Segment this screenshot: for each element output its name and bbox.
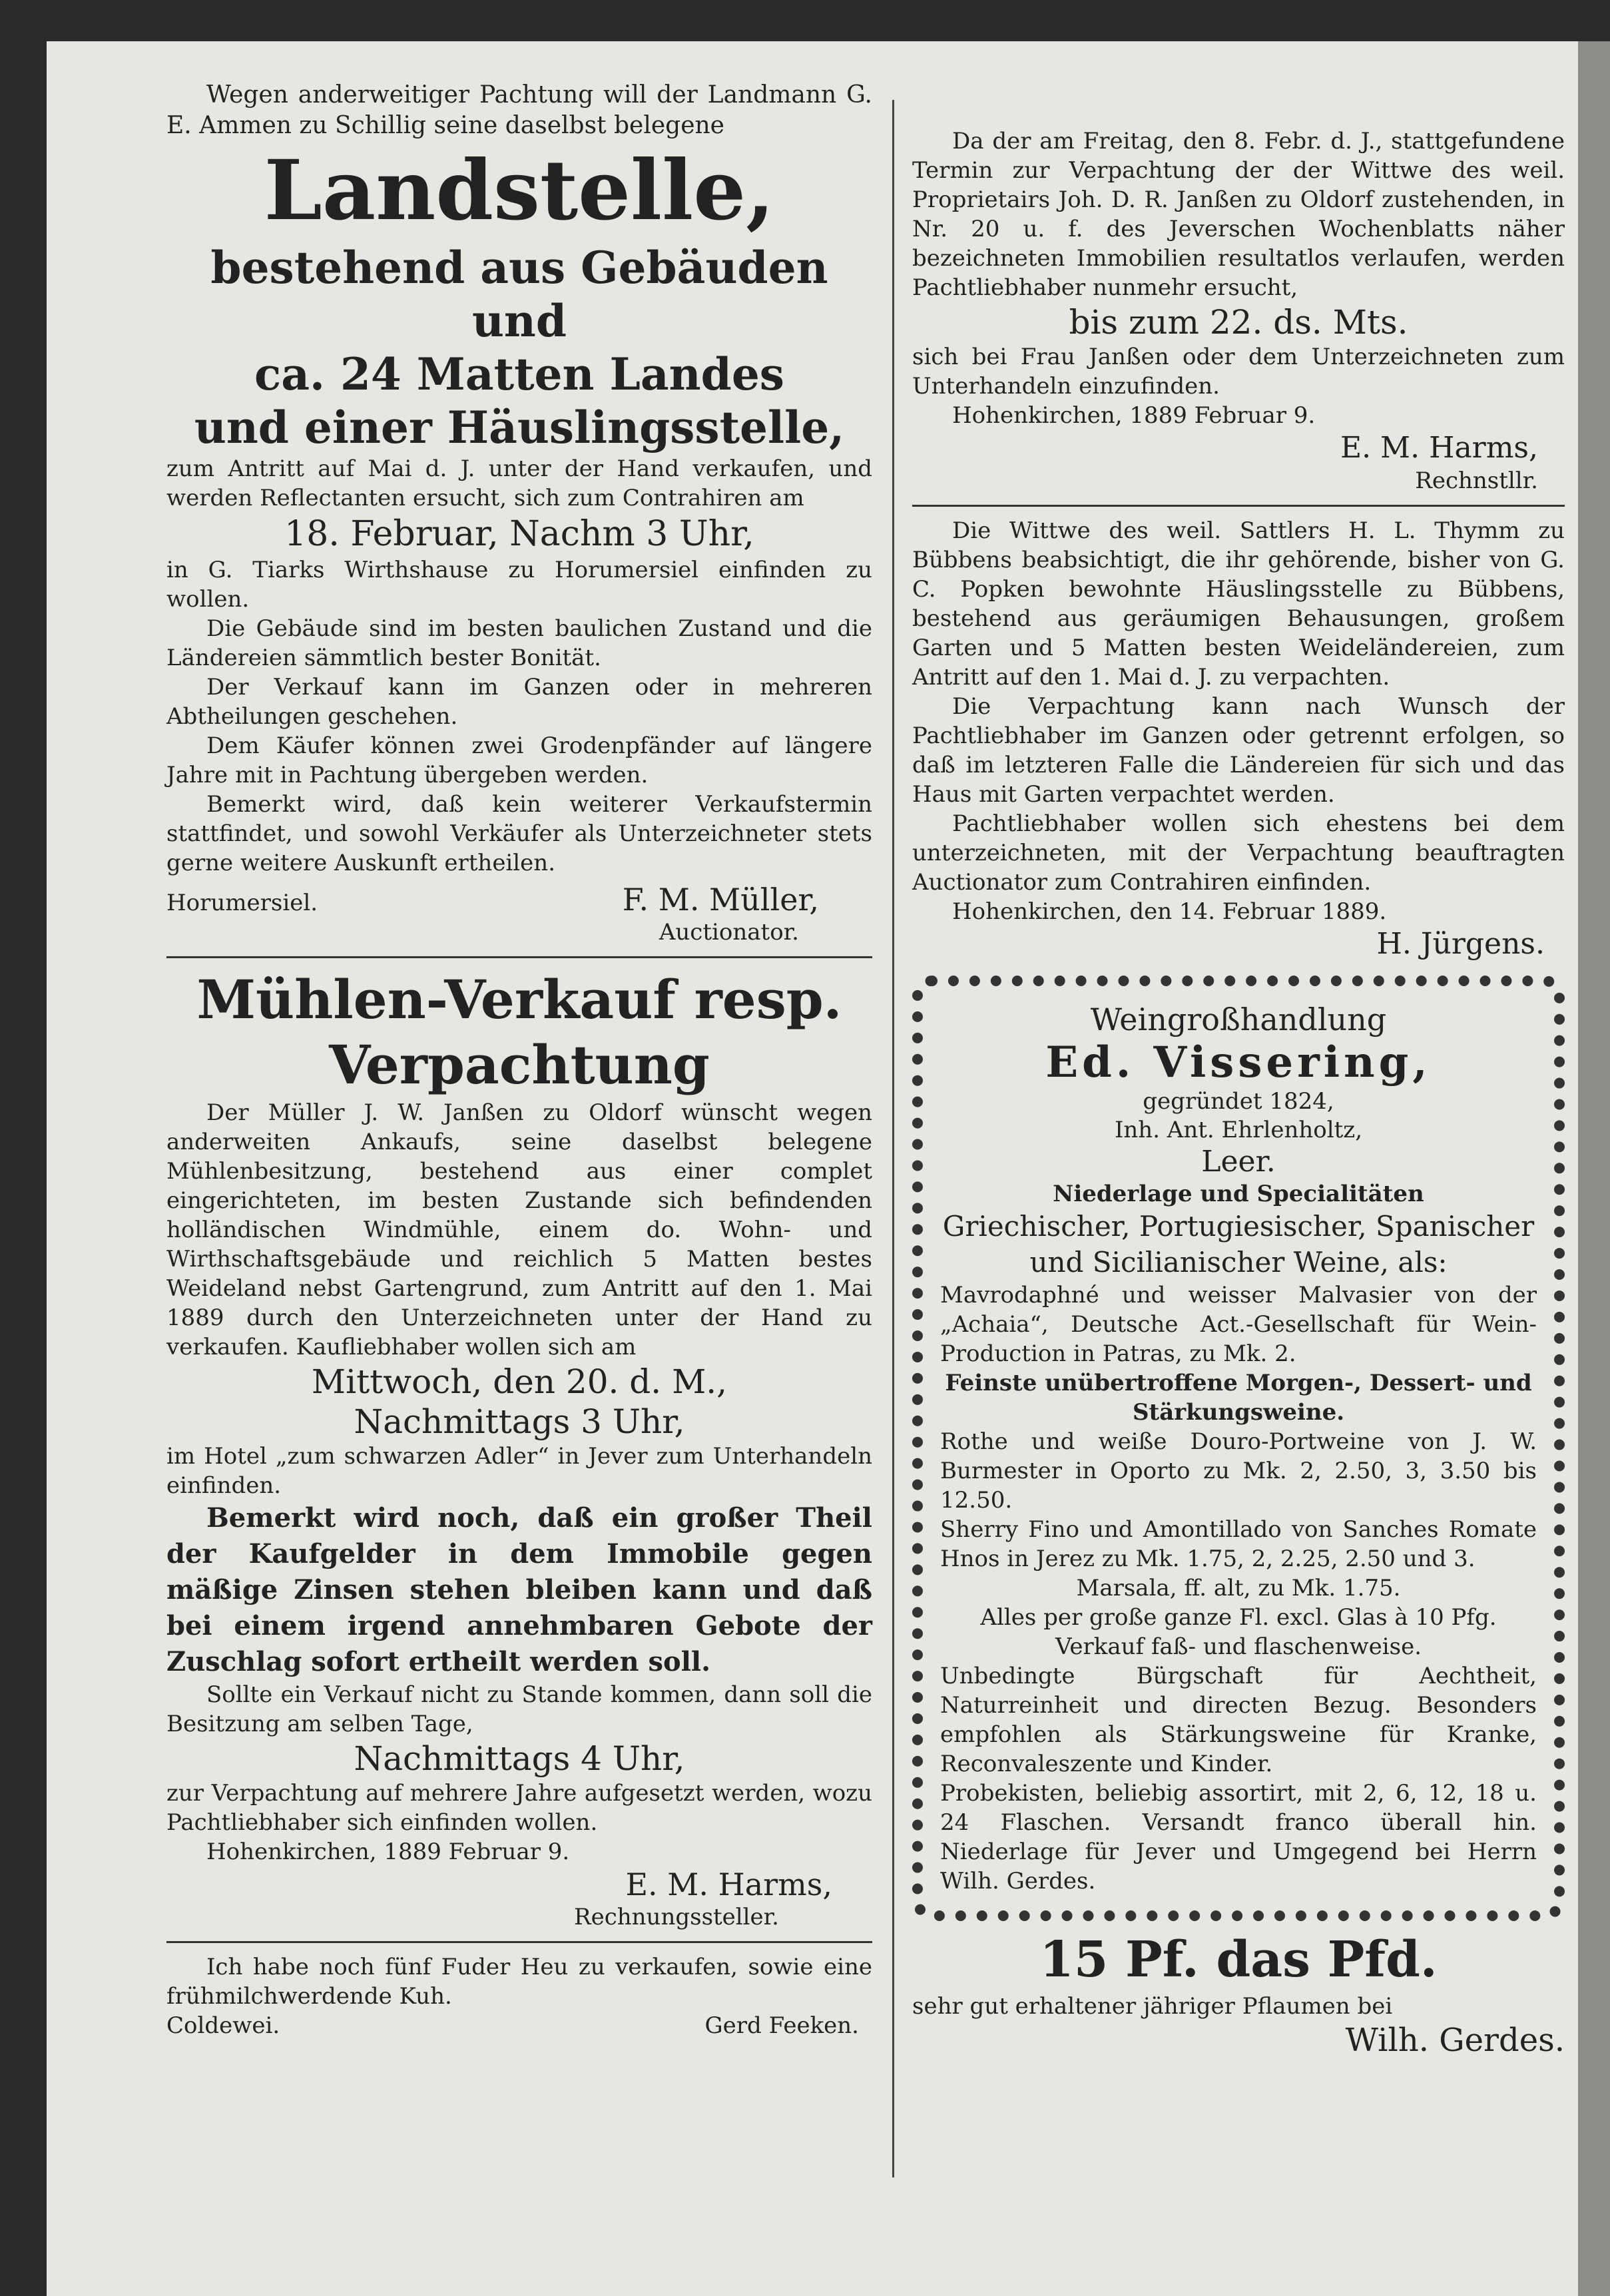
signer-role: Rechnstllr. — [1415, 467, 1538, 494]
ad-paragraph: im Hotel „zum schwarzen Adler“ in Jever zum Unterhandeln einfinden. — [166, 1443, 872, 1499]
wine-item: Alles per große ganze Fl. excl. Glas à 10 Pfg. Verkauf faß- und flaschenweise. — [980, 1604, 1497, 1660]
ad-muehlen-verkauf — [166, 968, 872, 1932]
ad-paragraph: Der Verkauf kann im Ganzen oder in mehreren Abtheilungen geschehen. — [166, 674, 872, 730]
ad-paragraph: Der Müller J. W. Janßen zu Oldorf wünscht wegen anderweiten Ankaufs, seine daselbst belegene Mühlenbesitzung, bestehend aus einer complet eingerichteten, im besten Zustande sich befindenden holländischen Windmühle, einem do. Wohn- und Wirthschaftsgebäude und reichlich 5 Matten bestes Weideland nebst Gartengrund, zum Antritt auf den 1. Mai 1889 durch den Unterzeichneten unter der Hand zu verkaufen. Kaufliebhaber wollen sich am — [166, 1099, 872, 1360]
city: Leer. — [1201, 1145, 1276, 1179]
ad-title: Verpachtung — [329, 1033, 710, 1096]
ad-paragraph: in G. Tiarks Wirthshause zu Horumersiel einfinden zu wollen. — [166, 557, 872, 613]
place: Horumersiel. — [166, 890, 318, 916]
ad-title: Landstelle, — [264, 143, 775, 239]
signer: F. M. Müller, — [622, 882, 819, 918]
ad-subtitle: bestehend aus Gebäuden und — [210, 242, 828, 347]
signature-row — [166, 2011, 872, 2040]
ad-time: Nachmittags 3 Uhr, — [354, 1402, 685, 1441]
left-column — [166, 80, 872, 2040]
dateline: Hohenkirchen, den 14. Februar 1889. — [952, 898, 1387, 925]
wine-item: Unbedingte Bürgschaft für Aechtheit, Naturreinheit und directen Bezug. Besonders empfohlen als Stärkungsweine für Kranke, Reconvaleszente und Kinder. — [940, 1663, 1537, 1777]
ad-title: Mühlen-Verkauf resp. — [196, 968, 842, 1031]
owner: Inh. Ant. Ehrlenholtz, — [1114, 1117, 1363, 1143]
ad-haeuslingsstelle — [912, 516, 1565, 962]
ad-landstelle — [166, 80, 872, 947]
wine-item: Mavrodaphné und weisser Malvasier von der „Achaia“, Deutsche Act.-Gesellschaft für Wein-Production in Patras, zu Mk. 2. — [940, 1282, 1537, 1367]
ad-paragraph: Die Verpachtung kann nach Wunsch der Pachtliebhaber im Ganzen oder getrennt erfolgen, so daß im letzteren Falle die Ländereien für sich und das Haus mit Garten verpachtet werden. — [912, 693, 1565, 808]
page-edge — [1578, 41, 1610, 2296]
ad-date: Mittwoch, den 20. d. M., — [311, 1362, 728, 1401]
right-column — [912, 80, 1565, 2060]
ad-paragraph: sehr gut erhaltener jähriger Pflaumen bei — [912, 1993, 1393, 2020]
signer: H. Jürgens. — [1376, 927, 1545, 961]
wine-item: Sherry Fino und Amontillado von Sanches Romate Hnos in Jerez zu Mk. 1.75, 2, 2.25, 2.50 und 3. — [940, 1516, 1537, 1572]
signer: E. M. Harms, — [1340, 431, 1538, 465]
wine-ad-box — [912, 976, 1565, 1921]
ad-date: 18. Februar, Nachm 3 Uhr, — [284, 514, 754, 554]
ad-paragraph: Da der am Freitag, den 8. Febr. d. J., stattgefundene Termin zur Verpachtung der der Wittwe des weil. Proprietairs Joh. D. R. Janßen zu Oldorf zustehenden, in Nr. 20 u. f. des Jeverschen Wochenblatts näher bezeichneten Immobilien resultatlos verlaufen, werden Pachtliebhaber nunmehr ersucht, — [912, 128, 1565, 301]
ad-paragraph: Bemerkt wird, daß kein weiterer Verkaufstermin stattfindet, und sowohl Verkäufer als Unterzeichneter stets gerne weitere Auskunft ertheilen. — [166, 791, 872, 876]
ad-paragraph: Dem Käufer können zwei Grodenpfänder auf längere Jahre mit in Pachtung übergeben werden. — [166, 732, 872, 788]
separator — [166, 1941, 872, 1943]
signer: E. M. Harms, — [625, 1866, 832, 1902]
dateline: Hohenkirchen, 1889 Februar 9. — [206, 1839, 570, 1865]
ad-subtitle: ca. 24 Matten Landes — [254, 348, 784, 400]
ad-paragraph: Pachtliebhaber wollen sich ehestens bei dem unterzeichneten, mit der Verpachtung beauftragten Auctionator zum Contrahiren einfinden. — [912, 810, 1565, 896]
ad-paragraph: zum Antritt auf Mai d. J. unter der Hand verkaufen, und werden Reflectanten ersucht, sich zum Contrahiren am — [166, 455, 872, 511]
ad-notice: Bemerkt wird noch, daß ein großer Theil der Kaufgelder in dem Immobile gegen mäßige Zinsen stehen bleiben kann und daß bei einem irgend annehmbaren Gebote der Zuschlag sofort ertheilt werden soll. — [166, 1502, 872, 1677]
wine-item: Marsala, ff. alt, zu Mk. 1.75. — [1076, 1575, 1401, 1601]
company-name: Ed. Vissering, — [1045, 1037, 1432, 1087]
ad-paragraph: sich bei Frau Janßen oder dem Unterzeichneten zum Unterhandeln einzufinden. — [912, 344, 1565, 400]
signer: Gerd Feeken. — [704, 2012, 859, 2039]
ad-paragraph: zur Verpachtung auf mehrere Jahre aufgesetzt werden, wozu Pachtliebhaber sich einfinden wollen. — [166, 1780, 872, 1836]
box-subhead: Niederlage und Specialitäten — [1053, 1181, 1424, 1207]
ad-subtitle: und einer Häuslingsstelle, — [194, 402, 845, 453]
ad-intro: Wegen anderweitiger Pachtung will der Landmann G. E. Ammen zu Schillig seine daselbst belegene — [166, 81, 872, 139]
wine-types: und Sicilianischer Weine, als: — [1029, 1246, 1448, 1279]
place: Coldewei. — [166, 2012, 280, 2039]
ad-paragraph: Sollte ein Verkauf nicht zu Stande kommen, dann soll die Besitzung am selben Tage, — [166, 1681, 872, 1737]
ad-paragraph: Ich habe noch fünf Fuder Heu zu verkaufen, sowie eine frühmilchwerdende Kuh. — [166, 1954, 872, 2010]
ad-time: Nachmittags 4 Uhr, — [354, 1739, 685, 1778]
wine-types: Griechischer, Portugiesischer, Spanischer — [942, 1210, 1535, 1243]
wine-item: Probekisten, beliebig assortirt, mit 2, 6, 12, 18 u. 24 Flaschen. Versandt franco überall hin. Niederlage für Jever und Umgegend bei Herrn Wilh. Gerdes. — [940, 1780, 1537, 1894]
ad-verpachtung-janssen — [912, 127, 1565, 495]
separator — [166, 956, 872, 958]
signature-row — [166, 882, 872, 918]
dateline: Hohenkirchen, 1889 Februar 9. — [952, 402, 1316, 429]
box-head: Weingroßhandlung — [1090, 1002, 1387, 1037]
signer-role: Auctionator. — [659, 919, 799, 946]
ad-pflaumen — [912, 1928, 1565, 2060]
separator — [912, 505, 1565, 507]
founded: gegründet 1824, — [1143, 1088, 1334, 1115]
wine-item: Rothe und weiße Douro-Portweine von J. W. Burmester in Oporto zu Mk. 2, 2.50, 3, 3.50 bis 12.50. — [940, 1428, 1537, 1514]
signer: Wilh. Gerdes. — [1345, 2022, 1565, 2059]
ad-deadline: bis zum 22. ds. Mts. — [1069, 303, 1408, 342]
column-divider — [892, 100, 894, 2177]
ad-heu — [166, 1952, 872, 2040]
signer-role: Rechnungssteller. — [574, 1904, 779, 1930]
ad-paragraph: Die Wittwe des weil. Sattlers H. L. Thymm zu Bübbens beabsichtigt, die ihr gehörende, bisher von G. C. Popken bewohnte Häuslingsstelle zu Bübbens, bestehend aus geräumigen Behausungen, großem Garten und 5 Matten besten Weideländereien, zum Antritt auf den 1. Mai d. J. zu verpachten. — [912, 517, 1565, 691]
wine-item: Feinste unübertroffene Morgen-, Dessert- und Stärkungsweine. — [945, 1370, 1532, 1426]
ad-title: 15 Pf. das Pfd. — [1039, 1931, 1438, 1988]
ad-paragraph: Die Gebäude sind im besten baulichen Zustand und die Ländereien sämmtlich bester Bonität. — [166, 615, 872, 671]
